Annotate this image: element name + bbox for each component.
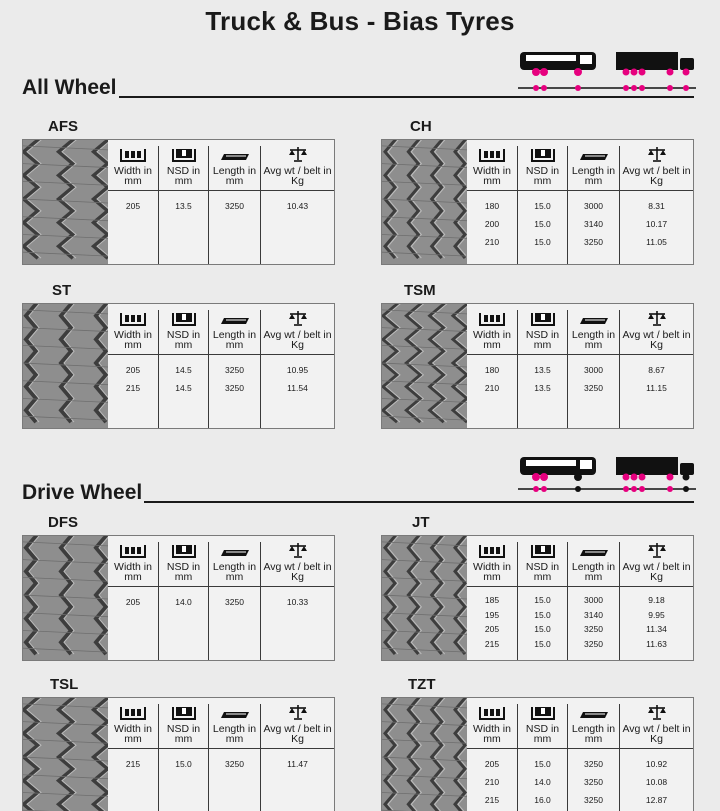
product-card-tsl [22,697,335,811]
col-header: Avg wt / belt in Kg [622,165,691,187]
col-header: Length in mm [212,561,257,583]
spec-cell: 15.0 [534,759,551,769]
spec-cell: 215 [125,383,141,393]
product-name-tsm: TSM [404,282,436,299]
col-width [108,310,158,428]
section-title: All Wheel [22,76,117,99]
belt-length-icon [209,704,260,720]
belt-length-icon [568,310,619,326]
spec-cell: 14.5 [175,365,192,375]
col-width [108,542,158,660]
product-name-jt: JT [412,514,430,531]
col-avg-wt [619,146,693,264]
spec-cell: 210 [484,777,500,787]
tyre-tread-image [382,536,467,660]
belt-length-icon [209,310,260,326]
spec-cell: 3250 [225,759,244,769]
col-header: Avg wt / belt in Kg [263,329,332,351]
spec-table [108,140,334,264]
tyre-width-icon [467,704,517,720]
spec-cell: 3250 [584,383,603,393]
spec-cell: 210 [484,237,500,247]
col-width [467,704,517,811]
col-header: Avg wt / belt in Kg [263,561,332,583]
col-header: Width in mm [114,165,152,187]
spec-cell: 10.17 [645,219,668,229]
spec-table [467,140,693,264]
tyre-nsd-icon [518,310,567,326]
spec-table [467,536,693,660]
col-avg-wt [260,310,334,428]
col-header: Width in mm [114,561,152,583]
belt-length-icon [209,146,260,162]
product-card-st [22,303,335,429]
spec-cell: 215 [484,638,500,649]
spec-cell: 10.33 [286,597,309,607]
spec-cell: 3250 [225,383,244,393]
vehicle-axle-diagram-all-wheel [518,42,698,92]
spec-cell: 185 [484,595,500,605]
col-header: Length in mm [571,561,616,583]
tyre-nsd-icon [159,542,208,558]
spec-cell: 215 [125,759,141,769]
col-header: Width in mm [473,165,511,187]
col-length [567,310,619,428]
tyre-width-icon [467,542,517,558]
tyre-width-icon [108,542,158,558]
spec-cell: 3000 [584,201,603,211]
col-length [567,704,619,811]
col-header: NSD in mm [166,329,201,351]
col-header: Width in mm [114,723,152,745]
product-card-ch [381,139,694,265]
col-nsd [517,310,567,428]
spec-cell: 3000 [584,595,603,605]
spec-cell: 14.0 [175,597,192,607]
product-card-tsm [381,303,694,429]
spec-cell: 8.31 [648,201,665,211]
product-name-tsl: TSL [50,676,79,693]
col-avg-wt [619,542,693,660]
col-header: Avg wt / belt in Kg [622,561,691,583]
product-name-afs: AFS [48,118,78,135]
spec-cell: 9.95 [648,609,665,620]
col-header: NSD in mm [525,723,560,745]
spec-table [108,698,334,811]
spec-cell: 14.5 [175,383,192,393]
tyre-tread-image [382,304,467,428]
belt-length-icon [568,704,619,720]
product-card-dfs [22,535,335,661]
col-header: NSD in mm [525,329,560,351]
spec-cell: 11.15 [646,383,667,393]
spec-table [108,536,334,660]
col-avg-wt [260,542,334,660]
spec-cell: 12.87 [645,795,668,805]
spec-cell: 3250 [584,777,603,787]
bus-icon [520,457,596,481]
spec-cell: 13.5 [534,383,551,393]
spec-cell: 215 [484,795,500,805]
col-header: Width in mm [473,561,511,583]
spec-cell: 10.95 [286,365,309,375]
spec-cell: 15.0 [534,609,551,620]
col-length [208,310,260,428]
tyre-tread-image [23,536,108,660]
product-name-ch: CH [410,118,432,135]
tyre-nsd-icon [518,542,567,558]
spec-cell: 205 [484,759,500,769]
col-length [208,704,260,811]
truck-icon [616,52,694,76]
spec-cell: 10.08 [645,777,668,787]
spec-cell: 3250 [225,597,244,607]
col-header: NSD in mm [166,561,201,583]
spec-cell: 3250 [225,201,244,211]
col-header: Width in mm [473,329,511,351]
spec-table [108,304,334,428]
col-width [467,310,517,428]
product-card-jt [381,535,694,661]
spec-cell: 15.0 [534,595,551,605]
col-nsd [517,542,567,660]
scale-icon [620,542,693,558]
tyre-nsd-icon [159,704,208,720]
tyre-nsd-icon [518,146,567,162]
col-width [108,146,158,264]
spec-cell: 3250 [584,624,603,634]
spec-cell: 10.43 [286,201,309,211]
scale-icon [261,704,334,720]
col-header: Avg wt / belt in Kg [622,329,691,351]
spec-cell: 205 [125,201,141,211]
spec-cell: 11.63 [646,638,667,649]
scale-icon [261,542,334,558]
tyre-width-icon [467,310,517,326]
scale-icon [620,704,693,720]
tyre-tread-image [23,698,108,811]
spec-cell: 15.0 [175,759,192,769]
col-header: Avg wt / belt in Kg [263,165,332,187]
vehicle-axle-diagram-drive-wheel [518,447,698,497]
col-header: NSD in mm [525,165,560,187]
tyre-nsd-icon [159,146,208,162]
truck-icon [616,457,694,481]
col-nsd [158,146,208,264]
tyre-tread-image [382,140,467,264]
col-avg-wt [260,146,334,264]
col-header: Length in mm [212,329,257,351]
col-nsd [517,704,567,811]
spec-cell: 205 [125,597,141,607]
product-card-tzt [381,697,694,811]
tyre-tread-image [23,140,108,264]
spec-cell: 11.34 [646,624,667,634]
spec-cell: 10.92 [645,759,668,769]
spec-cell: 16.0 [534,795,551,805]
spec-cell: 3000 [584,365,603,375]
spec-cell: 3140 [584,609,603,620]
spec-table [467,698,693,811]
spec-cell: 11.05 [646,237,667,247]
col-header: Length in mm [571,165,616,187]
col-header: NSD in mm [166,165,201,187]
spec-cell: 3250 [584,237,603,247]
col-nsd [158,704,208,811]
col-avg-wt [619,704,693,811]
product-name-tzt: TZT [408,676,436,693]
spec-cell: 15.0 [534,624,551,634]
scale-icon [620,146,693,162]
col-header: NSD in mm [525,561,560,583]
spec-cell: 3140 [584,219,603,229]
belt-length-icon [209,542,260,558]
col-length [208,542,260,660]
product-name-dfs: DFS [48,514,78,531]
spec-cell: 180 [484,201,500,211]
col-nsd [158,310,208,428]
belt-length-icon [568,542,619,558]
tyre-nsd-icon [159,310,208,326]
belt-length-icon [568,146,619,162]
col-length [208,146,260,264]
spec-cell: 3250 [584,759,603,769]
spec-cell: 11.47 [287,759,308,769]
col-header: Avg wt / belt in Kg [622,723,691,745]
spec-cell: 11.54 [287,383,308,393]
spec-cell: 9.18 [648,595,665,605]
scale-icon [261,310,334,326]
col-header: Length in mm [212,165,257,187]
spec-cell: 210 [484,383,500,393]
col-width [467,542,517,660]
tyre-tread-image [23,304,108,428]
spec-cell: 195 [484,609,500,620]
spec-cell: 180 [484,365,500,375]
col-avg-wt [619,310,693,428]
col-header: NSD in mm [166,723,201,745]
spec-cell: 3250 [584,638,603,649]
col-header: Length in mm [571,329,616,351]
col-header: Avg wt / belt in Kg [263,723,332,745]
spec-cell: 14.0 [534,777,551,787]
tyre-width-icon [108,704,158,720]
page-title: Truck & Bus - Bias Tyres [205,6,515,36]
spec-cell: 3250 [584,795,603,805]
col-length [567,542,619,660]
tyre-width-icon [108,310,158,326]
col-header: Length in mm [571,723,616,745]
product-name-st: ST [52,282,72,299]
col-length [567,146,619,264]
spec-table [467,304,693,428]
col-nsd [517,146,567,264]
spec-cell: 13.5 [175,201,192,211]
col-width [108,704,158,811]
col-avg-wt [260,704,334,811]
spec-cell: 200 [484,219,500,229]
col-header: Width in mm [473,723,511,745]
spec-cell: 13.5 [534,365,551,375]
scale-icon [261,146,334,162]
bus-icon [520,52,596,76]
tyre-width-icon [108,146,158,162]
scale-icon [620,310,693,326]
tyre-tread-image [382,698,467,811]
spec-cell: 15.0 [534,219,551,229]
col-header: Length in mm [212,723,257,745]
spec-cell: 15.0 [534,638,551,649]
spec-cell: 15.0 [534,201,551,211]
spec-cell: 205 [125,365,141,375]
spec-cell: 3250 [225,365,244,375]
spec-cell: 205 [484,624,500,634]
col-nsd [158,542,208,660]
col-header: Width in mm [114,329,152,351]
col-width [467,146,517,264]
tyre-nsd-icon [518,704,567,720]
tyre-width-icon [467,146,517,162]
spec-cell: 8.67 [648,365,665,375]
product-card-afs [22,139,335,265]
section-title: Drive Wheel [22,481,143,504]
spec-cell: 15.0 [534,237,551,247]
